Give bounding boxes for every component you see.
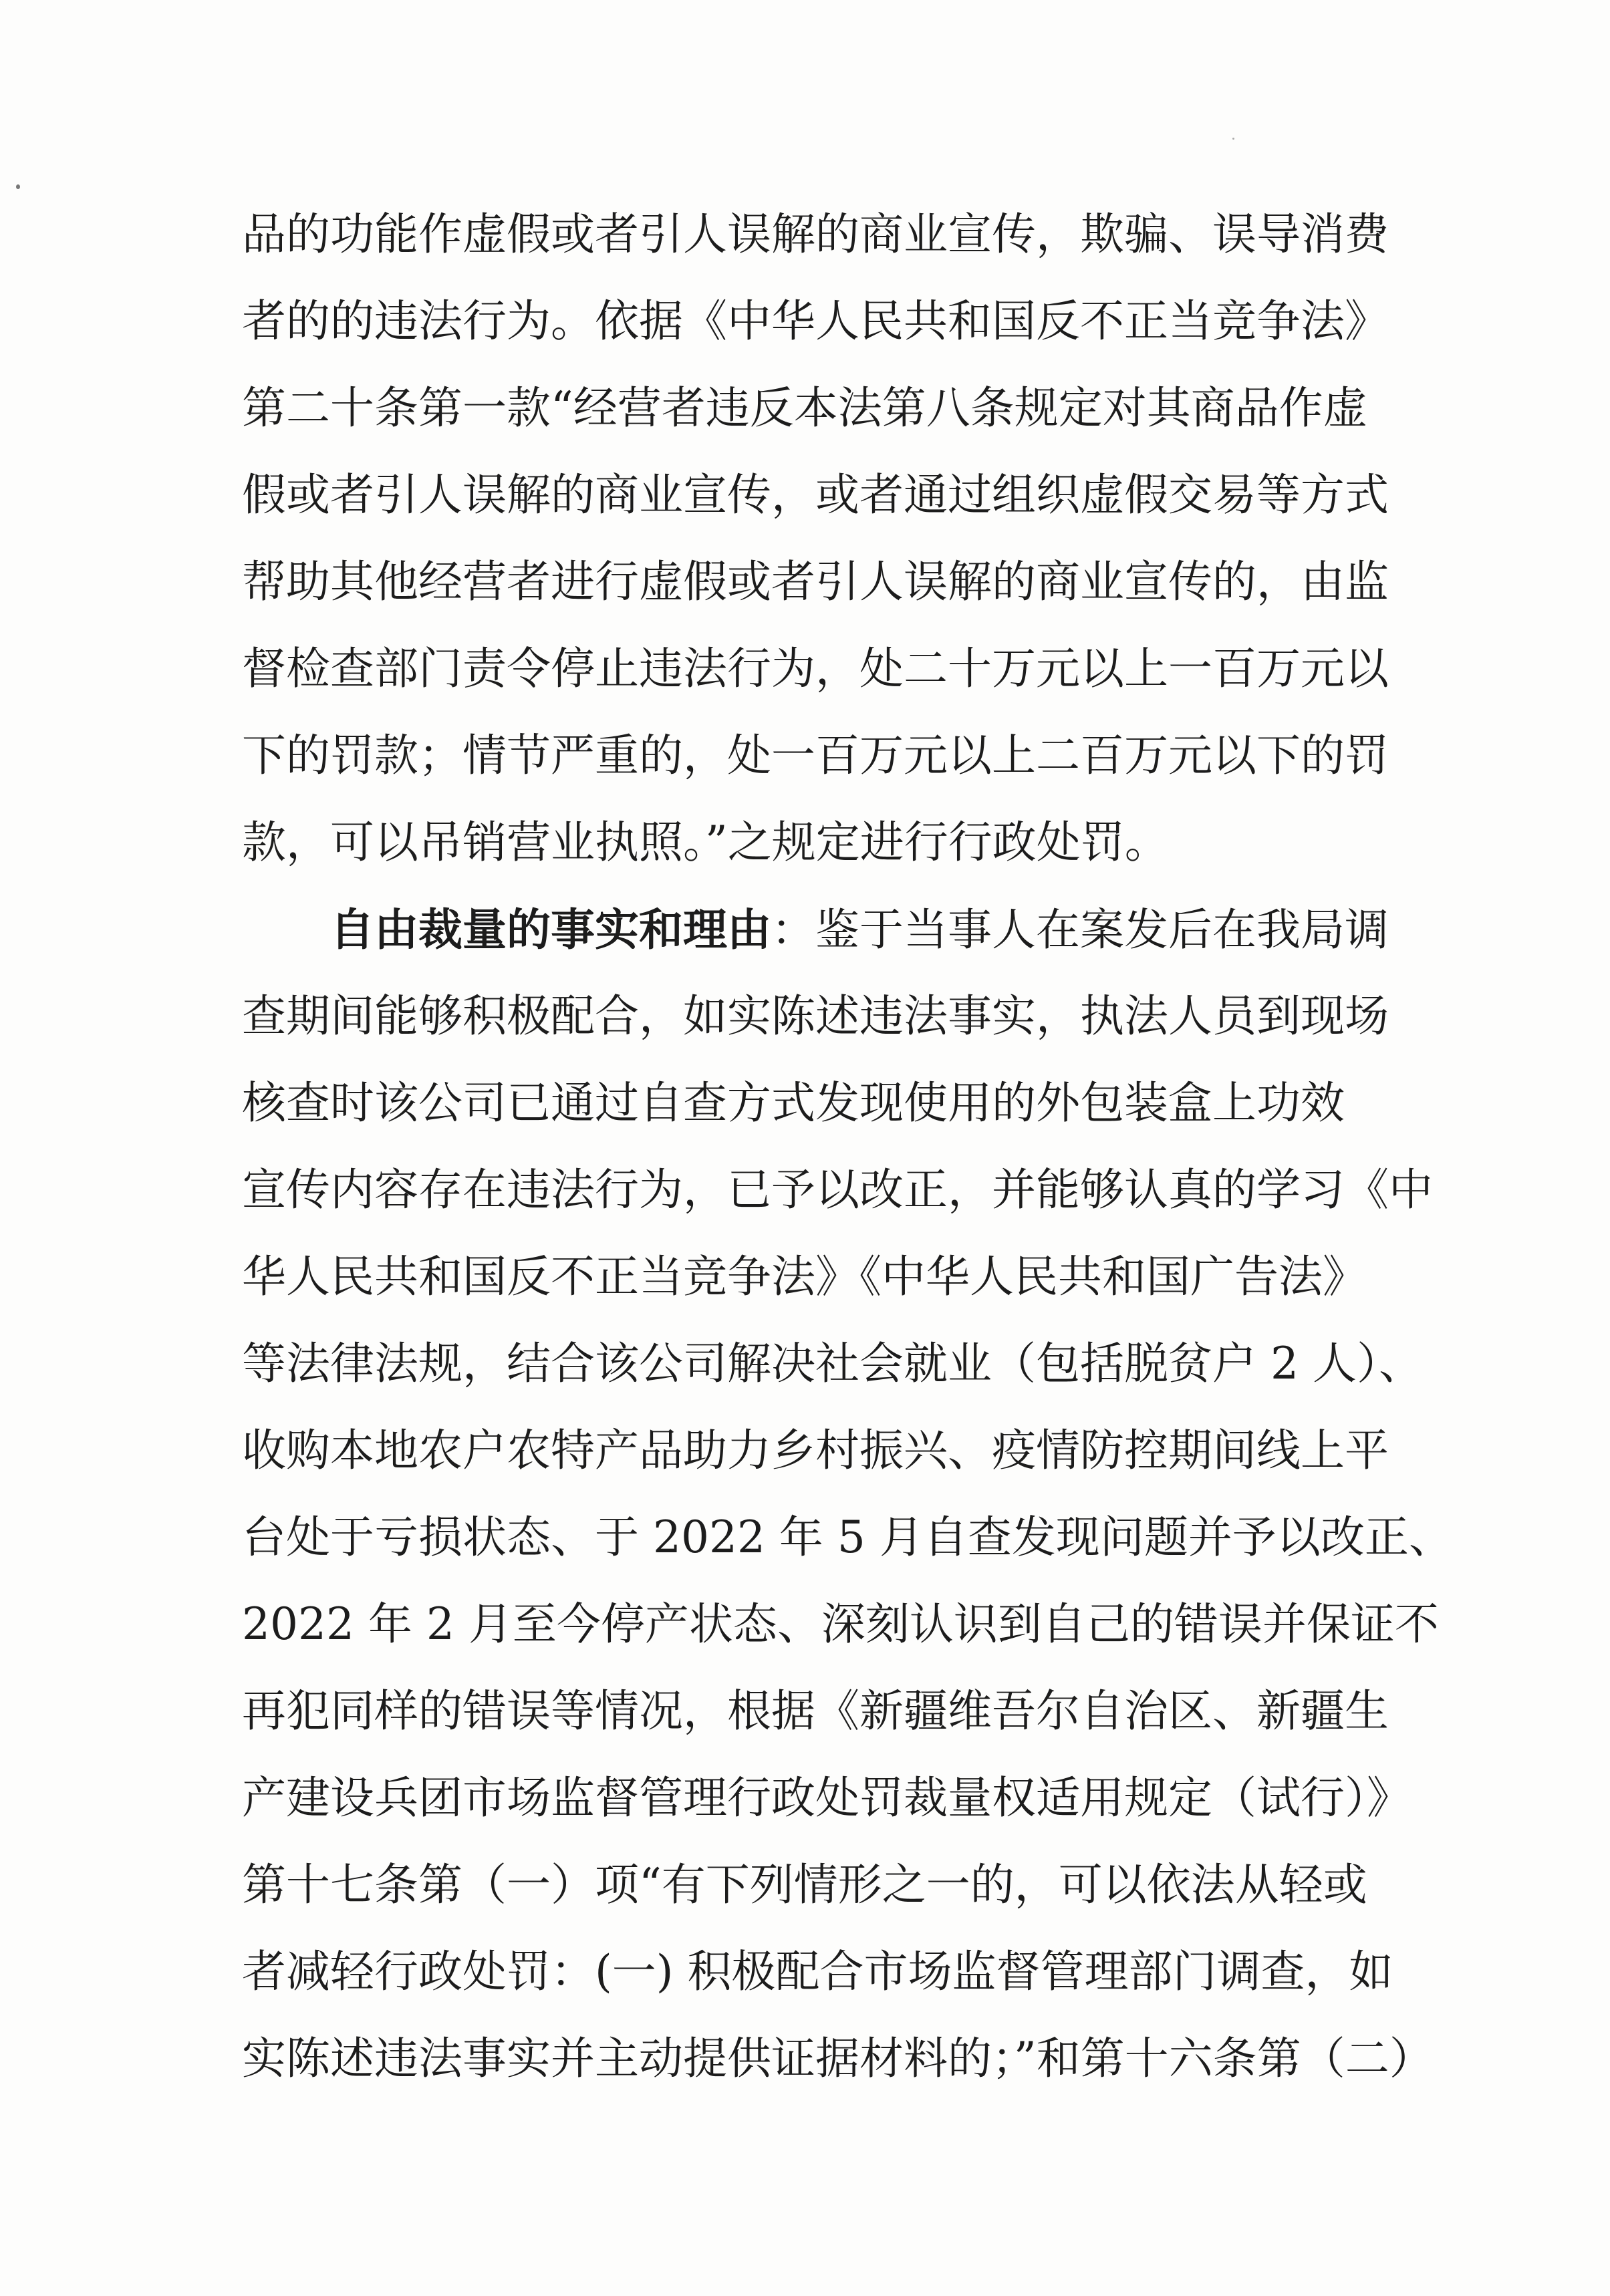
line-text: 华人民共和国反不正当竞争法》《中华人民共和国广告法》: [242, 1251, 1367, 1302]
text-line: [242, 365, 1391, 452]
line-text: 假或者引人误解的商业宣传，或者通过组织虚假交易等方式: [242, 469, 1389, 521]
text-line: [242, 712, 1391, 799]
text-line: [242, 278, 1391, 365]
text-line: [242, 1147, 1433, 1234]
text-line: [242, 1668, 1391, 1755]
line-text: 核查时该公司已通过自查方式发现使用的外包装盒上功效: [242, 1077, 1345, 1129]
text-line: [242, 452, 1391, 539]
line-text: 再犯同样的错误等情况，根据《新疆维吾尔自治区、新疆生: [242, 1685, 1389, 1737]
line-text: 台处于亏损状态、于 2022 年 5 月自查发现问题并予以改正、: [242, 1512, 1453, 1563]
line-text: 第二十条第一款“经营者违反本法第八条规定对其商品作虚: [242, 382, 1367, 434]
line-text: 实陈述违法事实并主动提供证据材料的；”和第十六条第（二）: [242, 2033, 1434, 2084]
text-line: [242, 2015, 1434, 2102]
text-line: [242, 1320, 1423, 1407]
line-text: 者的的违法行为。依据《中华人民共和国反不正当竞争法》: [242, 295, 1389, 347]
scan-speck: [16, 184, 20, 189]
text-line: [242, 1234, 1391, 1320]
text-line: [242, 1755, 1411, 1842]
line-text: ：鉴于当事人在案发后在我局调: [771, 904, 1389, 956]
text-line: [242, 191, 1391, 278]
line-text: 收购本地农户农特产品助力乡村振兴、疫情防控期间线上平: [242, 1425, 1389, 1476]
scan-speck: [1232, 138, 1234, 140]
line-text: 2022 年 2 月至今停产状态、深刻认识到自己的错误并保证不: [242, 1598, 1439, 1650]
line-text: 款，可以吊销营业执照。”之规定进行行政处罚。: [242, 817, 1169, 868]
line-text: 督检查部门责令停止违法行为，处二十万元以上一百万元以: [242, 643, 1389, 694]
line-text: 者减轻行政处罚：(一) 积极配合市场监督管理部门调查，如: [242, 1946, 1393, 1997]
text-line: [242, 625, 1391, 712]
line-text: 第十七条第（一）项“有下列情形之一的，可以依法从轻或: [242, 1859, 1367, 1910]
line-text: 宣传内容存在违法行为，已予以改正，并能够认真的学习《中: [242, 1164, 1433, 1215]
text-line: [242, 539, 1391, 625]
document-body: [242, 191, 1453, 2102]
text-line: [242, 1928, 1391, 2015]
text-line: [242, 799, 1391, 886]
text-line: [242, 1494, 1453, 1581]
text-line: [242, 1581, 1439, 1668]
text-line: [242, 1407, 1391, 1494]
text-line: [242, 1060, 1391, 1147]
line-text: 查期间能够积极配合，如实陈述违法事实，执法人员到现场: [242, 990, 1389, 1042]
line-text: 品的功能作虚假或者引人误解的商业宣传，欺骗、误导消费: [242, 208, 1389, 260]
section-heading: 自由裁量的事实和理由: [330, 903, 771, 956]
text-line: [242, 973, 1391, 1060]
text-line: [242, 1842, 1391, 1928]
line-text: 下的罚款；情节严重的，处一百万元以上二百万元以下的罚: [242, 730, 1389, 781]
line-text: 产建设兵团市场监督管理行政处罚裁量权适用规定（试行）》: [242, 1772, 1411, 1824]
line-text: 等法律法规，结合该公司解决社会就业（包括脱贫户 2 人）、: [242, 1338, 1423, 1389]
line-text: 帮助其他经营者进行虚假或者引人误解的商业宣传的，由监: [242, 556, 1389, 607]
paragraph-start-line: [242, 886, 1391, 973]
